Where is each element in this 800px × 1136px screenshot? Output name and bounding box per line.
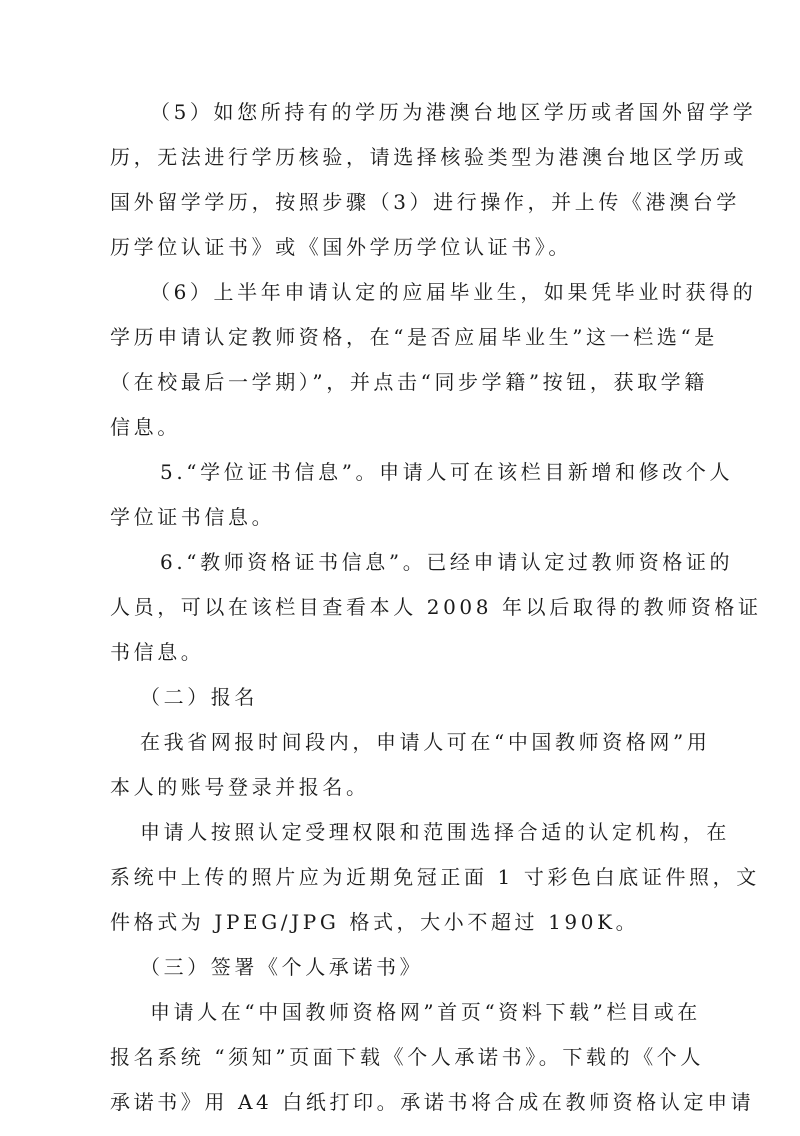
section-heading: （三）签署《个人承诺书》	[140, 955, 424, 979]
text-line: 本人的账号登录并报名。	[110, 775, 370, 799]
text-line: 信息。	[110, 415, 181, 439]
text-line: （5）如您所持有的学历为港澳台地区学历或者国外留学学	[150, 100, 757, 124]
text-line: 学历申请认定教师资格，在“是否应届毕业生”这一栏选“是	[110, 325, 718, 349]
text-line: 在我省网报时间段内，申请人可在“中国教师资格网”用	[140, 730, 711, 754]
text-line: 书信息。	[110, 640, 205, 664]
text-line: 学位证书信息。	[110, 505, 276, 529]
section-heading: （二）报名	[140, 685, 258, 709]
text-line: （6）上半年申请认定的应届毕业生，如果凭毕业时获得的	[150, 280, 757, 304]
text-line: 历学位认证书》或《国外学历学位认证书》。	[110, 235, 572, 259]
text-line: 国外留学学历，按照步骤（3）进行操作，并上传《港澳台学	[110, 190, 740, 214]
text-line: 申请人按照认定受理权限和范围选择合适的认定机构，在	[140, 820, 730, 844]
text-line: 6.“教师资格证书信息”。已经申请认定过教师资格证的	[160, 550, 734, 574]
text-line: 报名系统 “须知”页面下载《个人承诺书》。下载的《个人	[110, 1045, 705, 1069]
text-line: 承诺书》用 A4 白纸打印。承诺书将合成在教师资格认定申请	[110, 1090, 755, 1114]
text-line: 系统中上传的照片应为近期免冠正面 1 寸彩色白底证件照，文	[110, 865, 760, 889]
text-line: 申请人在“中国教师资格网”首页“资料下载”栏目或在	[150, 1000, 701, 1024]
text-line: 件格式为 JPEG/JPG 格式，大小不超过 190K。	[110, 910, 640, 934]
text-line: 5.“学位证书信息”。申请人可在该栏目新增和修改个人	[160, 460, 734, 484]
text-line: 人员，可以在该栏目查看本人 2008 年以后取得的教师资格证	[110, 595, 762, 619]
text-line: 历，无法进行学历核验，请选择核验类型为港澳台地区学历或	[110, 145, 748, 169]
text-line: （在校最后一学期）”，并点击“同步学籍”按钮，获取学籍	[110, 370, 708, 394]
